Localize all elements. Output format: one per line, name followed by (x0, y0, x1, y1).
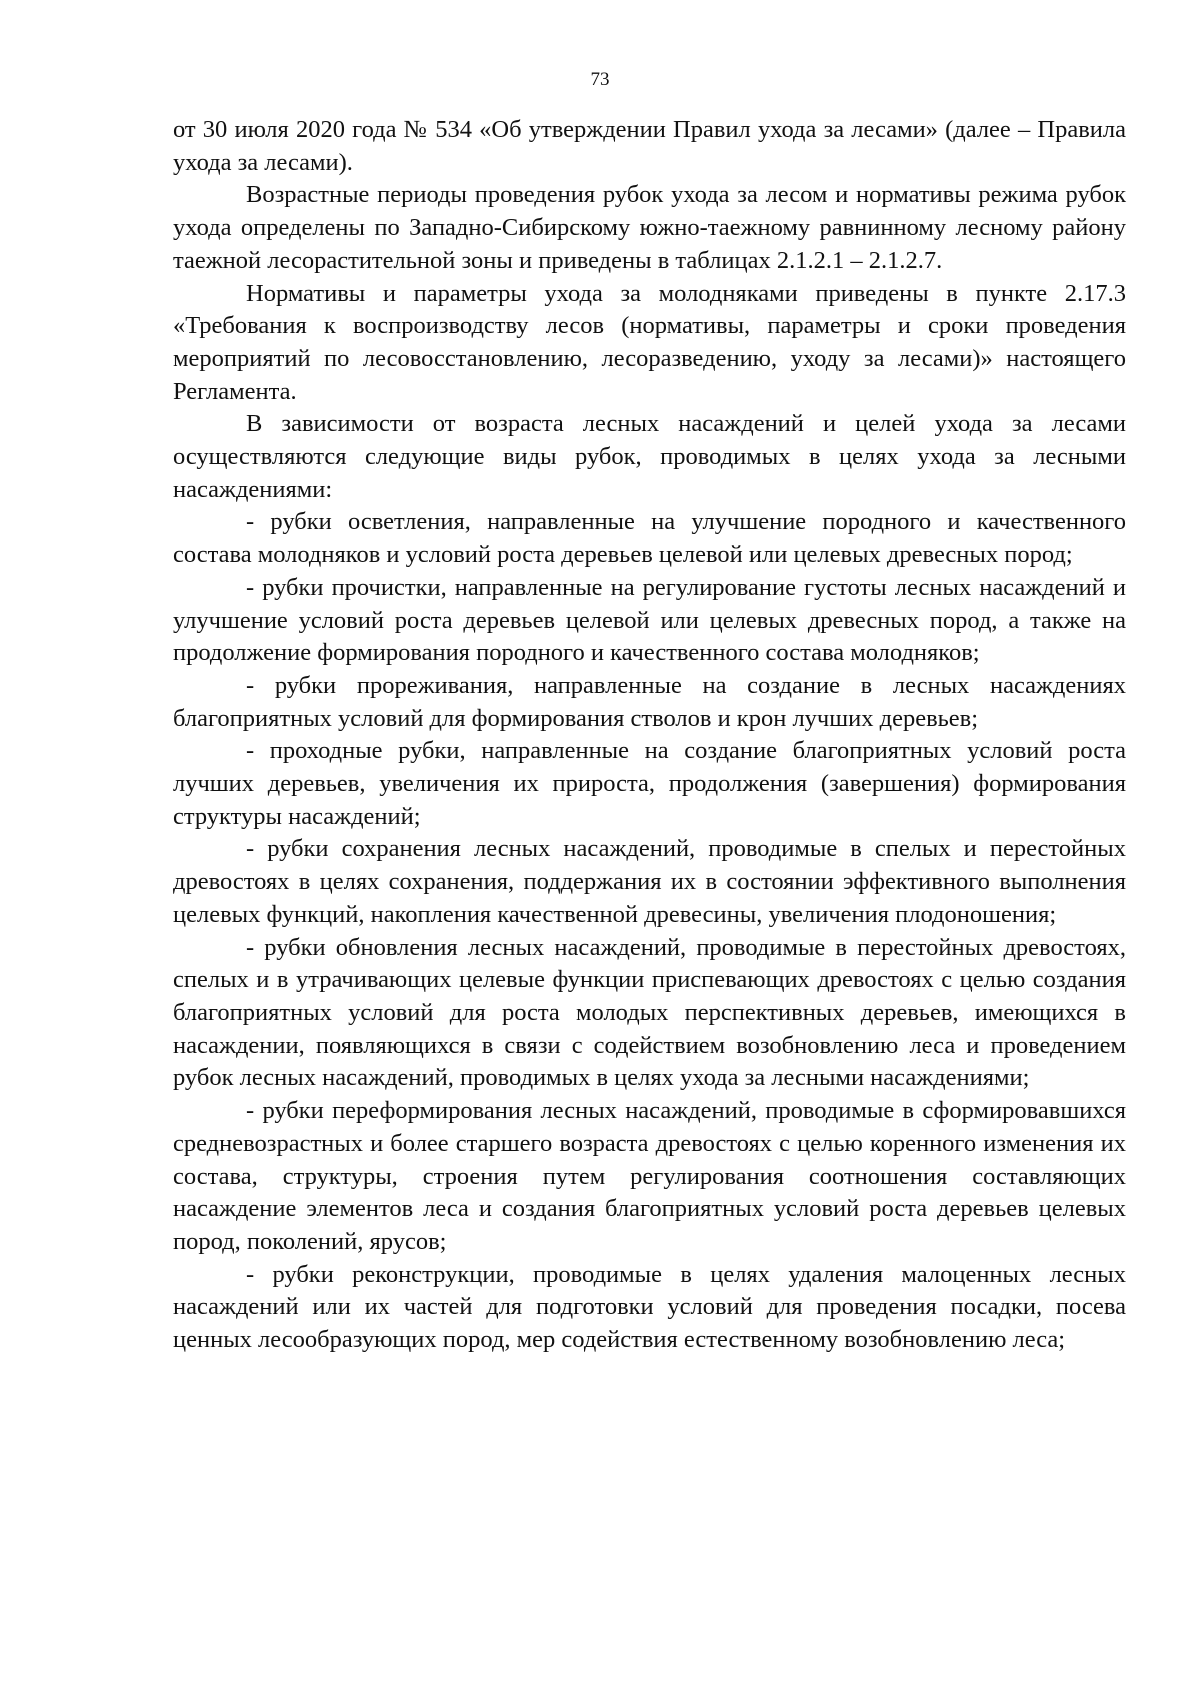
document-body (173, 114, 1126, 1357)
list-item-passing-felling: - проходные рубки, направленные на создание благоприятных условий роста лучших деревьев, увеличения их прироста, продолжения (завершения) формирования структуры насаждений; (173, 737, 1126, 830)
list-item-clearing-felling: - рубки осветления, направленные на улучшение породного и качественного состава молодняков и условий роста деревьев целевой или целевых древесных пород; (173, 508, 1126, 569)
paragraph-felling-types-intro: В зависимости от возраста лесных насаждений и целей ухода за лесами осуществляются следующие виды рубок, проводимых в целях ухода за лесными насаждениями: (173, 410, 1126, 503)
paragraph-continuation: от 30 июля 2020 года № 534 «Об утверждении Правил ухода за лесами» (далее – Правила ухода за лесами). (173, 116, 1126, 176)
list-item-preservation-felling: - рубки сохранения лесных насаждений, проводимые в спелых и перестойных древостоях в целях сохранения, поддержания их в состоянии эффективного выполнения целевых функций, накопления качественной древесины, увеличения плодоношения; (173, 835, 1126, 928)
paragraph-age-periods: Возрастные периоды проведения рубок ухода за лесом и нормативы режима рубок ухода определены по Западно-Сибирскому южно-таежному равнинному лесному району таежной лесорастительной зоны и приведены в таблицах 2.1.2.1 – 2.1.2.7. (173, 181, 1126, 274)
list-item-thinning-felling: - рубки прореживания, направленные на создание в лесных насаждениях благоприятных условий для формирования стволов и крон лучших деревьев; (173, 671, 1126, 732)
list-item-cleaning-felling: - рубки прочистки, направленные на регулирование густоты лесных насаждений и улучшение условий роста деревьев целевой или целевых древесных пород, а также на продолжение формирования породного и качественного состава молодняков; (173, 573, 1126, 667)
list-item-reconstruction-felling: - рубки реконструкции, проводимые в целях удаления малоценных лесных насаждений или их частей для подготовки условий для проведения посадки, посева ценных лесообразующих пород, мер содействия естественному возобновлению леса; (173, 1260, 1126, 1354)
list-item-renewal-felling: - рубки обновления лесных насаждений, проводимые в перестойных древостоях, спелых и в утрачивающих целевые функции приспевающих древостоях с целью создания благоприятных условий для роста молодых перспективных деревьев, имеющихся в насаждении, появляющихся в связи с содействием возобновлению леса и проведением рубок лесных насаждений, проводимых в целях ухода за лесными насаждениями; (173, 933, 1126, 1092)
list-item-reformation-felling: - рубки переформирования лесных насаждений, проводимые в сформировавшихся средневозрастных и более старшего возраста древостоях с целью коренного изменения их состава, структуры, строения путем регулирования соотношения составляющих насаждение элементов леса и создания благоприятных условий роста деревьев целевых пород, поколений, ярусов; (173, 1097, 1126, 1255)
page-number: 73 (590, 69, 610, 90)
paragraph-young-stands-norms: Нормативы и параметры ухода за молодняками приведены в пункте 2.17.3 «Требования к воспроизводству лесов (нормативы, параметры и сроки проведения мероприятий по лесовосстановлению, лесоразведению, уходу за лесами)» настоящего Регламента. (173, 279, 1126, 405)
